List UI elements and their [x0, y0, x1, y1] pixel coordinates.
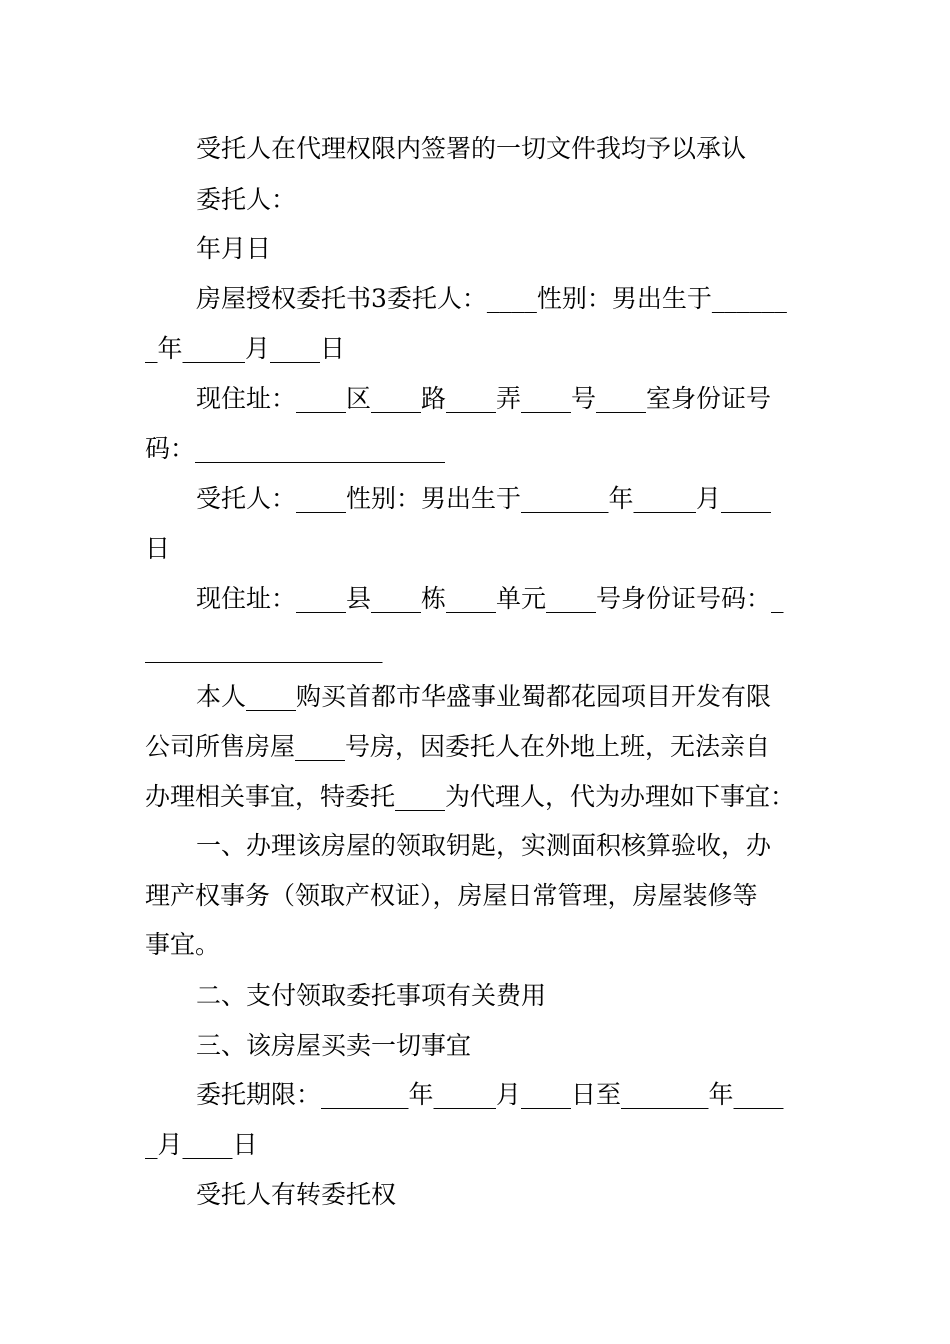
- text-line-6: 现住址：____区____路____弄____号____室身份证号: [196, 384, 772, 413]
- text-line-7: 码：____________________: [145, 434, 446, 463]
- text-line-16: 理产权事务（领取产权证），房屋日常管理，房屋装修等: [145, 881, 758, 910]
- text-line-10: 现住址：____县____栋____单元____号身份证号码：_: [196, 584, 784, 613]
- text-line-17: 事宜。: [145, 930, 221, 959]
- text-line-9: 日: [145, 534, 171, 563]
- text-line-15: 一、办理该房屋的领取钥匙，实测面积核算验收，办: [196, 831, 772, 860]
- text-line-3: 年月日: [196, 234, 272, 263]
- text-line-20: 委托期限：_______年_____月____日至_______年____: [196, 1080, 784, 1109]
- text-line-18: 二、支付领取委托事项有关费用: [196, 981, 547, 1010]
- text-line-11: ___________________: [145, 634, 383, 663]
- text-line-5: _年_____月____日: [145, 334, 346, 363]
- text-line-13: 公司所售房屋____号房，因委托人在外地上班，无法亲自: [145, 732, 771, 761]
- text-line-22: 受托人有转委托权: [196, 1180, 397, 1209]
- text-line-4: 房屋授权委托书3委托人：____性别：男出生于______: [196, 284, 787, 313]
- text-line-14: 办理相关事宜，特委托____为代理人，代为办理如下事宜：: [145, 782, 796, 811]
- text-line-19: 三、该房屋买卖一切事宜: [196, 1031, 472, 1060]
- text-line-8: 受托人：____性别：男出生于_______年_____月____: [196, 484, 772, 513]
- text-line-21: _月____日: [145, 1130, 258, 1159]
- text-line-2: 委托人：: [196, 185, 297, 214]
- text-line-12: 本人____购买首都市华盛事业蜀都花园项目开发有限: [196, 682, 772, 711]
- text-line-1: 受托人在代理权限内签署的一切文件我均予以承认: [196, 134, 747, 163]
